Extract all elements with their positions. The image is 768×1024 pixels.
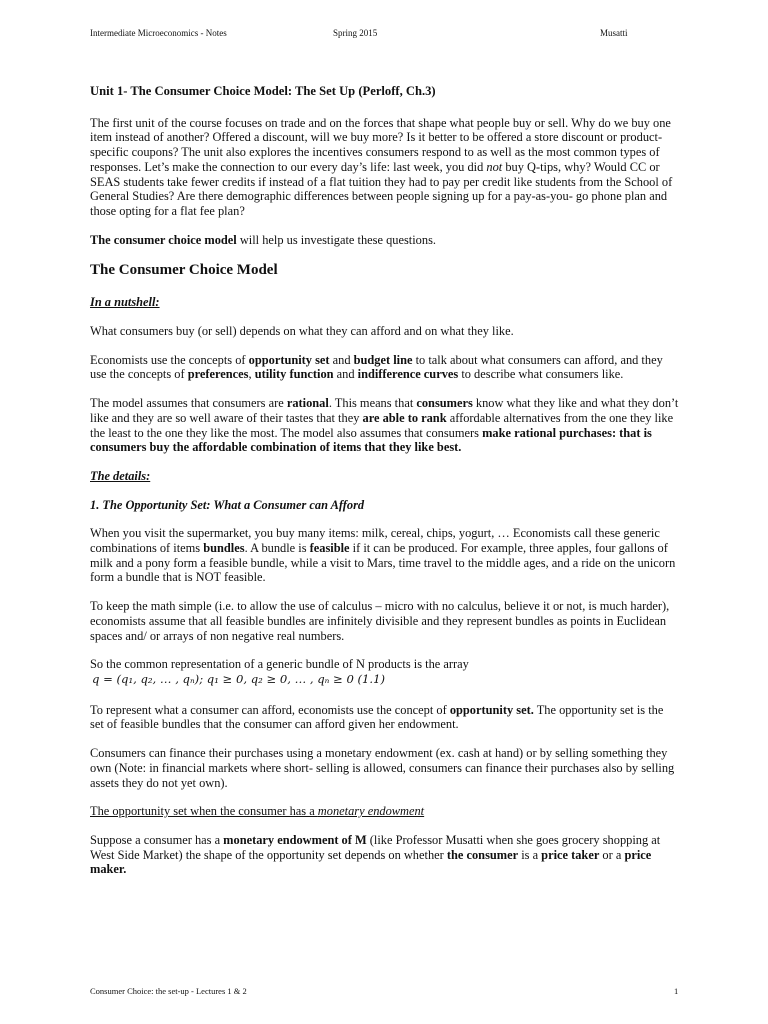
bundle-formula: q = (q₁, q₂, … , qₙ); q₁ ≥ 0, q₂ ≥ 0, … , qₙ ≥ 0 (1.1) — [92, 671, 385, 686]
section-title: The Consumer Choice Model — [90, 262, 278, 279]
term-price-maker: price maker. — [90, 847, 652, 877]
footer-title: Consumer Choice: the set-up - Lectures 1 & 2 — [90, 986, 247, 996]
nutshell-heading: In a nutshell: — [90, 295, 160, 310]
term-preferences: preferences — [187, 367, 249, 382]
term-price-taker: price taker — [541, 847, 600, 862]
intro-text-b: buy Q-tips, why? Would CC or SEAS students take fewer credits if instead of a flat tuition they had to pay per credit like students from the School of General Studies? Are there demographic differences between people signing up for a pay-as-you- go phone plan and those opting for a flat fee plan? — [90, 159, 673, 218]
unit-title-ref: (Perloff, Ch.3) — [358, 84, 436, 98]
term-feasible: feasible — [309, 541, 350, 556]
term-rational-purchases: make rational purchases: that is consumers buy the affordable combination of items that they like best. — [90, 425, 652, 455]
term-opportunity-set: opportunity set — [248, 352, 330, 367]
subsection-opportunity-set: 1. The Opportunity Set: What a Consumer can Afford — [90, 497, 365, 512]
document-body — [90, 84, 680, 891]
details-p1: When you visit the supermarket, you buy many items: milk, cereal, chips, yogurt, … Economists call these generic combinations of items bundles. A bundle is feasible if it can be produced. For example, three apples, four gallons of milk and a pony form a feasible bundle, while a visit to Mars, time travel to the middle ages, and a ride on the unicorn form a bundle that is NOT feasible. — [90, 526, 676, 585]
term-utility-function: utility function — [254, 367, 334, 382]
subsection-monetary-endowment: The opportunity set when the consumer has a monetary endowment — [90, 804, 425, 819]
unit-title — [90, 84, 680, 99]
term-consumers: consumers — [416, 396, 473, 411]
intro-emphasis: not — [486, 159, 503, 174]
header-term: Spring 2015 — [333, 28, 378, 38]
intro-conclusion-text: will help us investigate these questions. — [236, 232, 436, 247]
intro-text-a: The first unit of the course focuses on trade and on the forces that shape what people buy or sell. Why do we buy one item instead of another? Offered a discount, will we buy more? Is it better to be offered a store discount or product-specific coupons? The unit also explores the incentives consumers respond to as well as the most common types of responses. Let’s make the connection to our every day’s life: last week, you did — [90, 115, 671, 174]
term-the-consumer: the consumer — [446, 847, 519, 862]
intro-paragraph — [90, 116, 680, 219]
term-opportunity-set-def: opportunity set. — [449, 702, 534, 717]
details-p4: To represent what a consumer can afford, economists use the concept of opportunity set. The opportunity set is the set of feasible bundles that the consumer can afford given her endowment. — [90, 702, 664, 732]
term-indifference-curves: indifference curves — [357, 367, 459, 382]
details-p5: Consumers can finance their purchases using a monetary endowment (ex. cash at hand) or by selling something they own (Note: in financial markets where short- selling is allowed, consumers can finance their purchases also by selling assets they do not yet own). — [90, 746, 675, 790]
nutshell-p2: Economists use the concepts of opportunity set and budget line to talk about what consumers can afford, and they use the concepts of preferences, utility function and indifference curves to describe what consumers like. — [90, 352, 663, 382]
term-rational: rational — [286, 396, 329, 411]
details-p6: Suppose a consumer has a monetary endowment of M (like Professor Musatti when she goes grocery shopping at West Side Market) the shape of the opportunity set depends on whether the consumer is a price taker or a price maker. — [90, 832, 661, 877]
bundle-intro-line: So the common representation of a generic bundle of N products is the array — [90, 657, 469, 672]
header-course: Intermediate Microeconomics - Notes — [90, 28, 227, 38]
term-monetary-endowment: monetary endowment — [317, 804, 425, 819]
unit-title-main: Unit 1- The Consumer Choice Model: The Set Up — [90, 84, 356, 98]
term-able-to-rank: are able to rank — [362, 410, 447, 425]
page-number: 1 — [674, 986, 679, 996]
term-endowment-m: monetary endowment of M — [223, 832, 367, 847]
details-p3 — [90, 657, 680, 686]
details-p2: To keep the math simple (i.e. to allow the use of calculus – micro with no calculus, believe it or not, is much harder), economists assume that all feasible bundles are infinitely divisible and they represent bundles as points in Euclidean spaces and/ or arrays of non negative real numbers. — [90, 599, 670, 643]
intro-bold: The consumer choice model — [90, 232, 237, 247]
intro-conclusion — [90, 233, 680, 248]
details-heading: The details: — [90, 468, 151, 483]
nutshell-p1: What consumers buy (or sell) depends on what they can afford and on what they like. — [90, 324, 514, 339]
header-author: Musatti — [600, 28, 628, 38]
term-budget-line: budget line — [353, 352, 413, 367]
term-bundles: bundles — [203, 541, 245, 556]
nutshell-p3: The model assumes that consumers are rational. This means that consumers know what they like and what they don’t like and they are so well aware of their tastes that they are able to rank affordable alternatives from the one they like the least to the one they like the most. The model also assumes that consumers make rational purchases: that is consumers buy the affordable combination of items that they like best. — [90, 396, 679, 455]
